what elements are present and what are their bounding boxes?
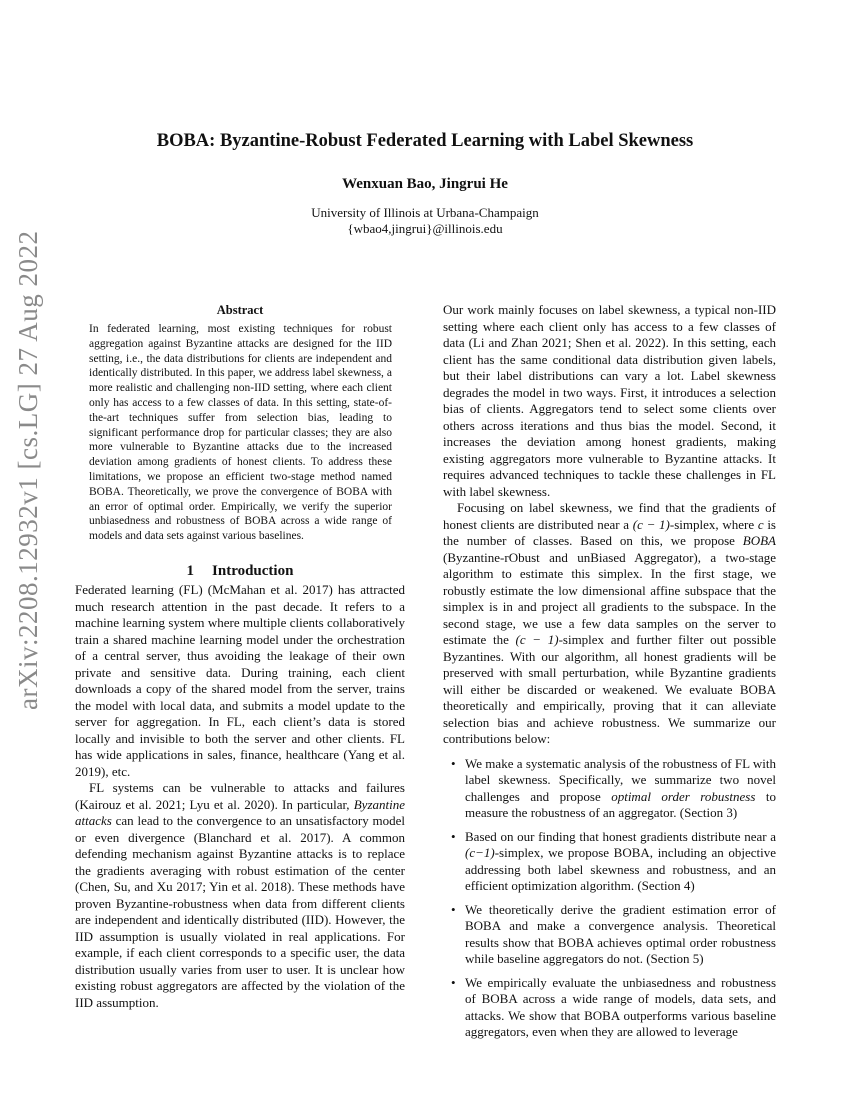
intro-paragraph-2	[75, 780, 405, 1011]
contribution-item: • We empirically evaluate the unbiasedness and robustness of BOBA across a wide range of models, data sets, and attacks. We show that BOBA outperforms various baseline aggregators, even when they are allowed to leverage	[451, 974, 776, 1039]
bullet-icon: •	[451, 974, 456, 990]
arxiv-watermark: arXiv:2208.12932v1 [cs.LG] 27 Aug 2022	[13, 230, 43, 710]
abstract-heading: Abstract	[216, 303, 264, 317]
intro-paragraph-3: Our work mainly focuses on label skewness, a typical non-IID setting where each client only has access to a few classes of data (Li and Zhan 2021; Shen et al. 2022). In this setting, each client has the same conditional data distribution given labels, but their label distributions can vary a lot. Label skewness degrades the model in two ways. First, it introduces a selection bias of clients. Aggregators tend to select some clients over others across iterations and thus bias the model. Second, it increases the deviation among honest gradients, making existing aggregators more vulnerable to Byzantine attacks. It requires advanced techniques to tackle these challenges in FL with label skewness.	[443, 302, 776, 499]
affiliation-block	[75, 205, 775, 237]
paper-authors: Wenxuan Bao, Jingrui He	[342, 176, 508, 192]
affiliation: University of Illinois at Urbana-Champaign	[311, 205, 539, 220]
p2-text-b: can lead to the convergence to an unsatisfactory model or even divergence (Blanchard et al. 2017). A common defending mechanism against Byzantine attacks is to replace the gradients averaging with robust estimation of the center (Chen, Su, and Xu 2017; Yin et al. 2018). These methods have proven Byzantine-robustness when data from different clients are independent and identically distributed (IID). However, the IID assumption is usually violated in real applications. For example, if each client corresponds to a specific user, the data distribution usually varies from user to user. It is unclear how existing robust aggregators are affected by the violation of the IID assumption.	[75, 813, 405, 1010]
contribution-item: • Based on our finding that honest gradients distribute near a (c−1)-simplex, we propose BOBA, including an objective addressing both label skewness and robustness, and an efficient optimization algorithm. (Section 4)	[451, 828, 776, 893]
p4-text-a: Focusing on label skewness, we find that the gradients of honest clients are distributed near a	[443, 500, 776, 532]
p4-text-f: -simplex and further filter out possible Byzantines. With our algorithm, all honest gradients will be preserved with small perturbation, while Byzantine gradients will either be discarded or weakened. We evaluate BOBA theoretically and empirically, proving that it can alleviate selection bias and achieve robustness. We summarize our contributions below:	[443, 632, 776, 746]
contribution-item: • We make a systematic analysis of the robustness of FL with label skewness. Specifically, we summarize two novel challenges and propose optimal order robustness to measure the robustness of an aggregator. (Section 3)	[451, 755, 776, 820]
p4-simplex-math-2: (c − 1)	[515, 632, 559, 647]
p4-text-b: -simplex, where	[669, 516, 758, 532]
bullet-icon: •	[451, 755, 456, 771]
p2-text-a: FL systems can be vulnerable to attacks and failures (Kairouz et al. 2021; Lyu et al. 2020). In particular,	[75, 780, 405, 812]
intro-paragraph-4	[443, 500, 776, 748]
p2-emphasis: Byzantine attacks	[75, 796, 405, 828]
right-column	[443, 302, 776, 1048]
p4-text-d: is the number of classes. Based on this, we propose	[443, 516, 776, 548]
contribution-item: • We theoretically derive the gradient estimation error of BOBA and make a convergence analysis. Theoretical results show that BOBA achieves optimal order robustness while baseline aggregators do not. (Section 5)	[451, 901, 776, 966]
section-number: 1	[186, 563, 195, 579]
intro-paragraph-1: Federated learning (FL) (McMahan et al. 2017) has attracted much research attention in the past decade. It refers to a machine learning system where multiple clients collaboratively train a shared machine learning model under the orchestration of a central server, thus avoiding the leakage of their own private and sensitive data. During training, each client downloads a copy of the shared model from the server, trains the model with local data, and submits a model update to the server for aggregation. In FL, each client’s data is stored locally and invisible to both the server and other clients. FL has wide applications in sales, finance, healthcare (Yang et al. 2019), etc.	[75, 582, 405, 779]
p4-simplex-math: (c − 1)	[632, 516, 670, 532]
contributions-list	[443, 756, 776, 1041]
left-column	[75, 582, 405, 1011]
email: {wbao4,jingrui}@illinois.edu	[347, 221, 503, 236]
bullet-icon: •	[451, 828, 456, 844]
section-title: Introduction	[212, 563, 294, 579]
paper-title: BOBA: Byzantine-Robust Federated Learning with Label Skewness	[156, 131, 694, 151]
abstract-text: In federated learning, most existing techniques for robust aggregation against Byzantine attacks are designed for the IID setting, i.e., the data distributions for clients are independent and identically distributed. In this paper, we address label skewness, a more realistic and challenging non-IID setting, where each client only has access to a few classes of data. In this setting, state-of-the-art techniques suffer from selection bias, leading to significant performance drop for particular classes; they are also more vulnerable to Byzantine attacks due to the increased deviation among gradients of honest clients. To address these limitations, we propose an efficient two-stage method named BOBA. Theoretically, we prove the convergence of BOBA with an error of optimal order. Empirically, we verify the superior unbiasedness and robustness of BOBA across a wide range of models and data sets against various baselines.	[89, 323, 392, 543]
p4-c-math: c	[757, 516, 764, 532]
p4-text-e: (Byzantine-rObust and unBiased Aggregator), a two-stage algorithm to estimate this simplex. In the first stage, we robustly estimate the low dimensional affine subspace that the simplex is in and project all gradients to the subspace. In the second stage, we use a few data samples on the server to estimate the	[443, 549, 776, 647]
section-heading-introduction	[75, 563, 405, 580]
p4-boba-emphasis: BOBA	[742, 533, 776, 548]
bullet-icon: •	[451, 901, 456, 917]
